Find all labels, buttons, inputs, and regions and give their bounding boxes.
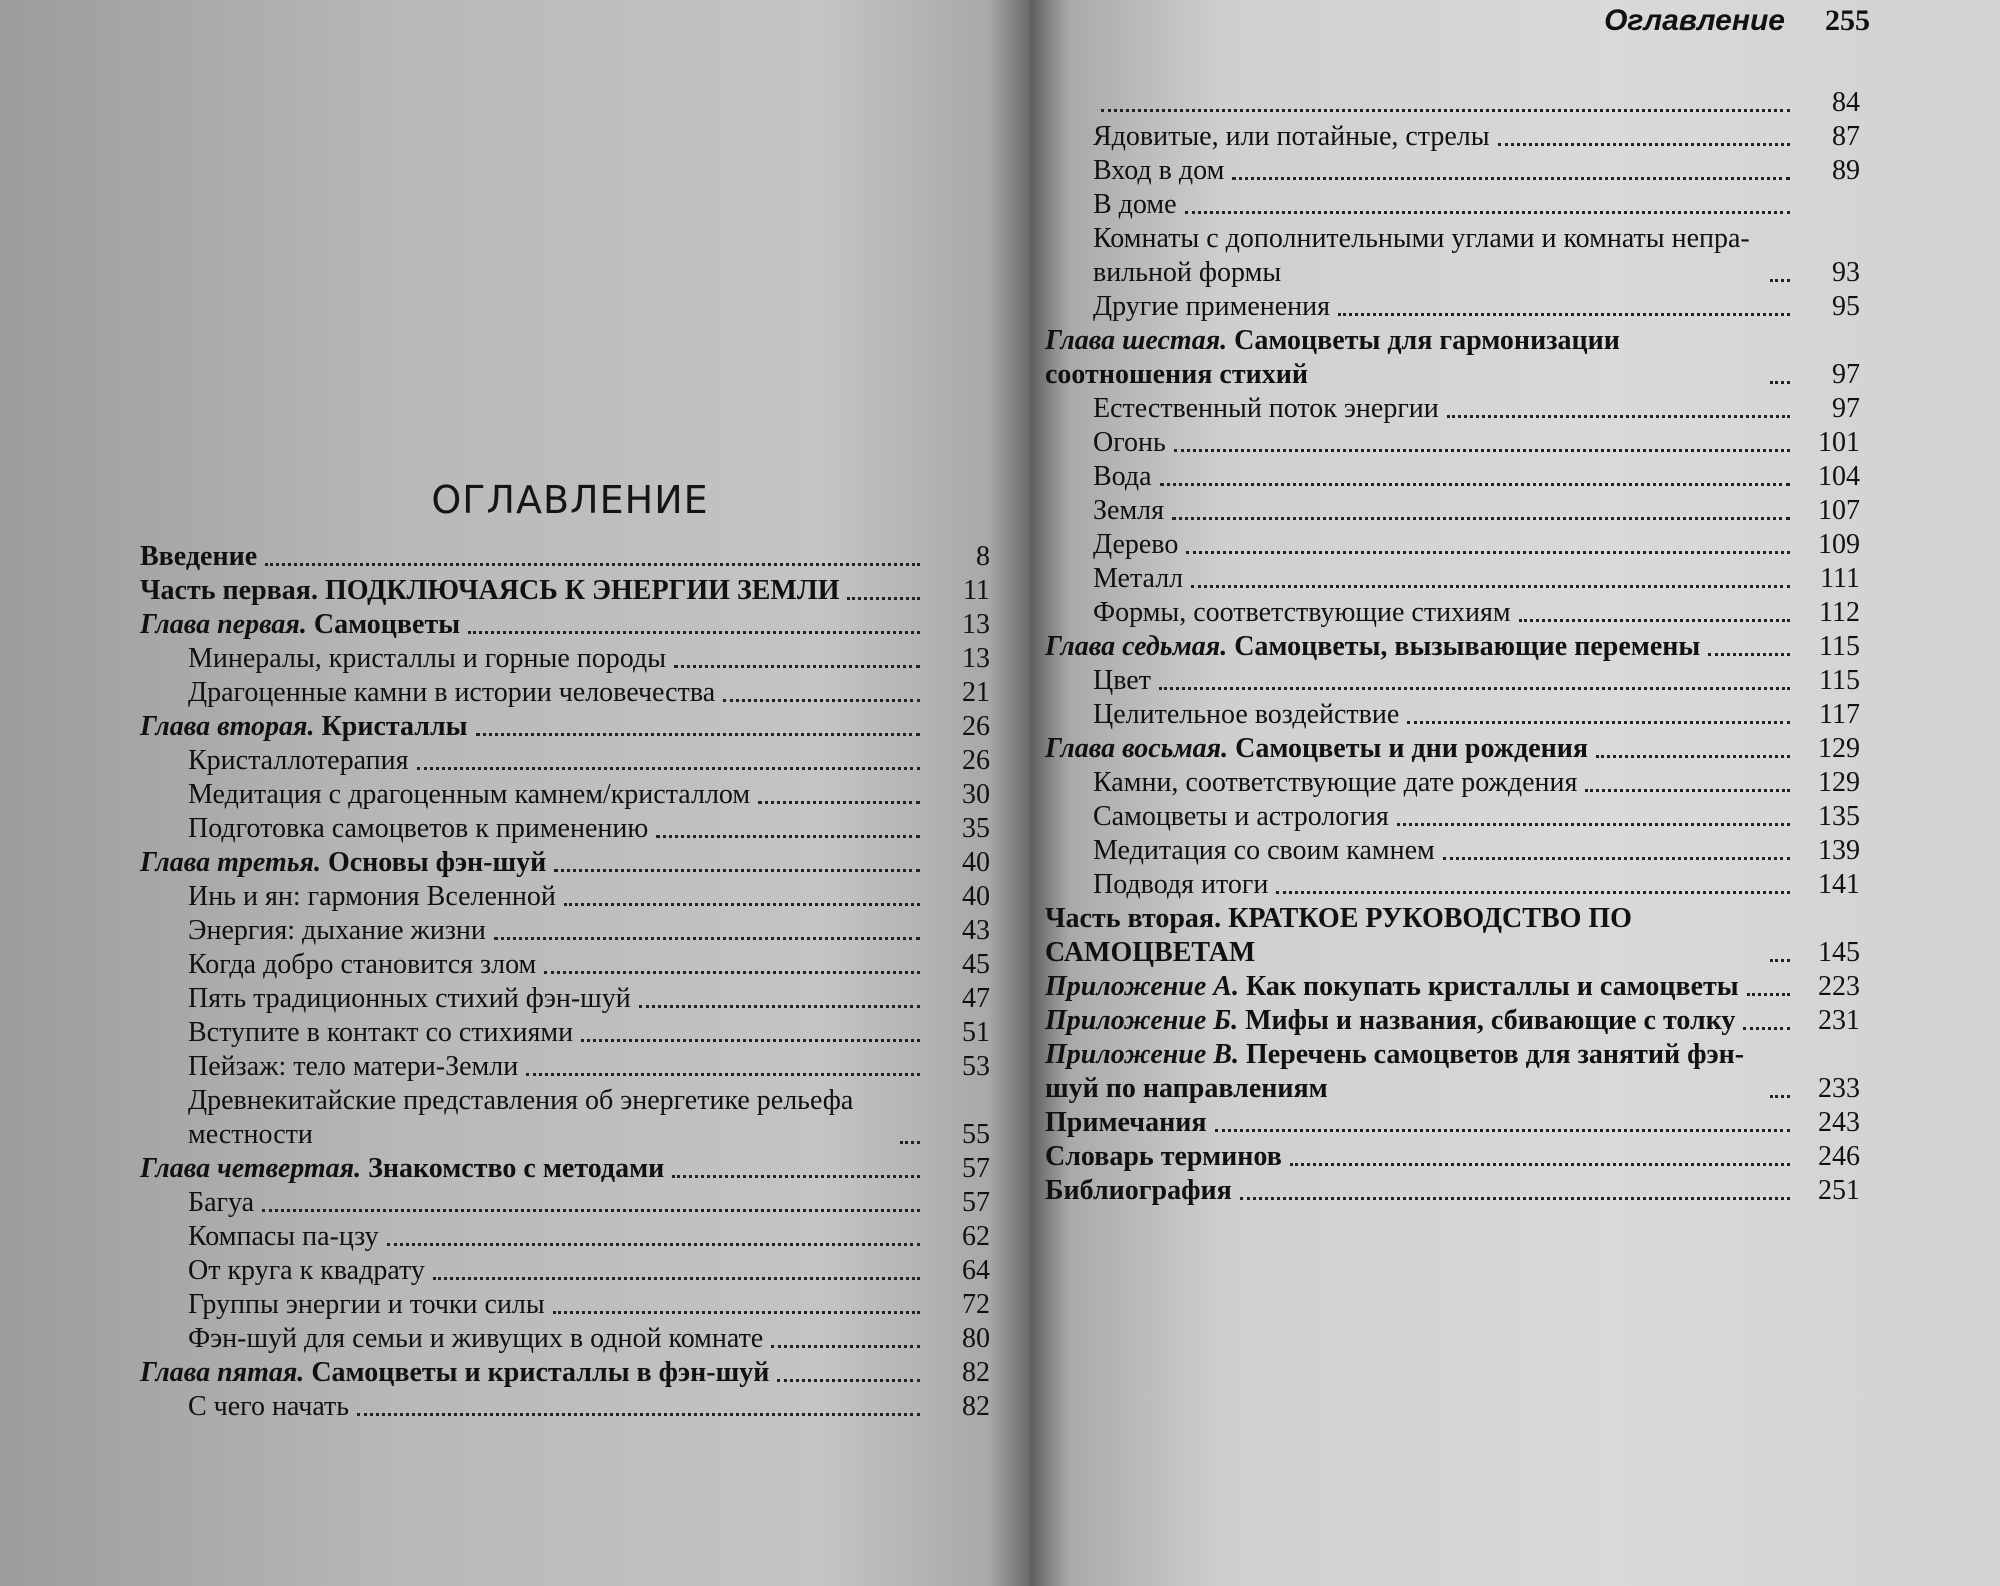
toc-page-number: 135 (1818, 801, 1860, 832)
toc-page-number: 231 (1818, 1005, 1860, 1036)
toc-entry (1045, 766, 1860, 800)
toc-entry-text (1045, 1038, 1762, 1106)
toc-entry (1045, 970, 1860, 1004)
toc-entry (1045, 698, 1860, 732)
toc-entry-text: Группы энергии и точки силы (188, 1289, 545, 1320)
toc-page-number: 57 (962, 1153, 990, 1184)
dot-leader (1743, 1027, 1790, 1030)
toc-page-number: 93 (1832, 257, 1860, 288)
toc-entry (1045, 664, 1860, 698)
toc-entry (1045, 460, 1860, 494)
dot-leader (1407, 721, 1790, 724)
toc-entry (140, 710, 990, 744)
toc-entry (140, 608, 990, 642)
chapter-title: Мифы и названия, сбивающие с толку (1245, 1005, 1736, 1036)
toc-page-number: 11 (963, 575, 990, 606)
toc-page-number: 43 (962, 915, 990, 946)
toc-entry (1045, 86, 1860, 120)
toc-entry (140, 982, 990, 1016)
toc-entry (140, 1016, 990, 1050)
toc-page-number: 47 (962, 983, 990, 1014)
toc-entry (1045, 188, 1860, 222)
toc-entry-text: Медитация с драгоценным камнем/кристаллом (188, 779, 751, 810)
toc-page-number: 30 (962, 779, 990, 810)
toc-entry-text: Фэн-шуй для семьи и живущих в одной комнате (188, 1323, 764, 1354)
dot-leader (554, 869, 920, 872)
toc-entry (140, 1390, 990, 1424)
toc-entry-text: Подводя итоги (1093, 869, 1269, 900)
toc-page-number: 89 (1832, 155, 1860, 186)
dot-leader (262, 1209, 920, 1212)
toc-page-number: 64 (962, 1255, 990, 1286)
toc-page-number: 109 (1818, 529, 1860, 560)
toc-page-number: 129 (1818, 733, 1860, 764)
toc-page-number: 82 (962, 1391, 990, 1422)
header-page-number: 255 (1825, 4, 1870, 37)
toc-entry (1045, 528, 1860, 562)
toc-entry-text: Пейзаж: тело матери-Земли (188, 1051, 519, 1082)
toc-entry-text: Подготовка самоцветов к применению (188, 813, 649, 844)
toc-page-number: 251 (1818, 1175, 1860, 1206)
toc-entry-text (1045, 732, 1588, 766)
dot-leader (1585, 789, 1790, 792)
chapter-title: Самоцветы для гармонизации соотношения стихий (1045, 325, 1620, 390)
toc-entry-text (140, 710, 468, 744)
toc-page-number: 26 (962, 745, 990, 776)
header-title: Оглавление (1604, 4, 1785, 37)
toc-entry-text: Вода (1093, 461, 1152, 492)
toc-page-number: 117 (1819, 699, 1860, 730)
dot-leader (544, 971, 920, 974)
toc-left-list (140, 540, 990, 1424)
toc-entry-text: Инь и ян: гармония Вселенной (188, 881, 556, 912)
toc-entry-text (140, 1152, 664, 1186)
toc-page-number: 139 (1818, 835, 1860, 866)
toc-entry (1045, 1140, 1860, 1174)
dot-leader (1172, 517, 1790, 520)
dot-leader (1770, 959, 1790, 962)
dot-leader (553, 1311, 920, 1314)
dot-leader (1290, 1163, 1790, 1166)
dot-leader (672, 1175, 920, 1178)
toc-page-number: 87 (1832, 121, 1860, 152)
toc-entry (1045, 426, 1860, 460)
toc-entry-text: От круга к квадрату (188, 1255, 425, 1286)
toc-entry-text: Вступите в контакт со стихиями (188, 1017, 574, 1048)
toc-entry-text (140, 846, 546, 880)
toc-entry-text: Целительное воздействие (1093, 699, 1400, 730)
toc-page-number: 13 (962, 609, 990, 640)
toc-entry-text: Формы, соответствующие стихиям (1093, 597, 1511, 628)
toc-entry (140, 1288, 990, 1322)
dot-leader (1174, 449, 1790, 452)
toc-page-number: 243 (1818, 1107, 1860, 1138)
dot-leader (771, 1345, 920, 1348)
dot-leader (494, 937, 920, 940)
toc-entry-text: Земля (1093, 495, 1165, 526)
toc-entry (140, 846, 990, 880)
dot-leader (1443, 857, 1790, 860)
dot-leader (1191, 585, 1790, 588)
dot-leader (1186, 551, 1790, 554)
toc-entry (140, 1220, 990, 1254)
chapter-label: Глава седьмая. (1045, 631, 1228, 662)
toc-page-number: 101 (1818, 427, 1860, 458)
toc-entry (1045, 630, 1860, 664)
toc-entry (1045, 902, 1860, 970)
dot-leader (1101, 109, 1790, 112)
toc-entry-text (1045, 324, 1762, 392)
chapter-label: Глава первая. (140, 609, 307, 640)
dot-leader (1770, 381, 1790, 384)
toc-page-number: 40 (962, 847, 990, 878)
dot-leader (847, 597, 920, 600)
dot-leader (777, 1379, 920, 1382)
toc-entry-text: Введение (140, 541, 258, 572)
toc-entry-text (1045, 630, 1700, 664)
toc-page-number: 55 (962, 1119, 990, 1150)
toc-entry-text: Естественный поток энергии (1093, 393, 1439, 424)
dot-leader (1447, 415, 1790, 418)
toc-page-number: 111 (1820, 563, 1860, 594)
toc-page-number: 8 (976, 541, 990, 572)
toc-entry-text: Огонь (1093, 427, 1166, 458)
toc-entry-text: Металл (1093, 563, 1184, 594)
dot-leader (1232, 177, 1790, 180)
toc-entry-text: Камни, соответствующие дате рождения (1093, 767, 1578, 798)
toc-entry-text: Энергия: дыхание жизни (188, 915, 486, 946)
toc-entry (140, 880, 990, 914)
chapter-label: Глава четвертая. (140, 1153, 362, 1184)
toc-entry (1045, 494, 1860, 528)
toc-entry (1045, 1174, 1860, 1208)
toc-entry (1045, 834, 1860, 868)
toc-entry-text: Часть первая. ПОДКЛЮЧАЯСЬ К ЭНЕРГИИ ЗЕМЛИ (140, 575, 840, 606)
toc-entry-text: Словарь терминов (1045, 1141, 1282, 1172)
chapter-title: Как покупать кристаллы и самоцветы (1245, 971, 1739, 1002)
toc-title: ОГЛАВЛЕНИЕ (431, 478, 709, 522)
toc-entry-text: С чего начать (188, 1391, 350, 1422)
dot-leader (639, 1005, 920, 1008)
toc-page-number: 35 (962, 813, 990, 844)
toc-entry (140, 1186, 990, 1220)
toc-entry (140, 1050, 990, 1084)
toc-entry (1045, 1038, 1860, 1106)
toc-entry (1045, 1004, 1860, 1038)
toc-entry (1045, 290, 1860, 324)
chapter-title: Кристаллы (321, 711, 468, 742)
toc-page-number: 129 (1818, 767, 1860, 798)
toc-entry-text (140, 608, 460, 642)
toc-page-number: 57 (962, 1187, 990, 1218)
toc-entry-text: Когда добро становится злом (188, 949, 537, 980)
toc-entry (1045, 392, 1860, 426)
toc-entry-text: Драгоценные камни в истории человечества (188, 677, 716, 708)
toc-entry (140, 744, 990, 778)
toc-entry-text: Ядовитые, или потайные, стрелы (1093, 121, 1490, 152)
toc-entry-text: Дерево (1093, 529, 1179, 560)
chapter-label: Глава восьмая. (1045, 733, 1229, 764)
toc-entry-text: Багуа (188, 1187, 255, 1218)
toc-page-number: 82 (962, 1357, 990, 1388)
chapter-label: Приложение В. (1045, 1039, 1239, 1070)
toc-entry (140, 948, 990, 982)
toc-page-number: 21 (962, 677, 990, 708)
dot-leader (1215, 1129, 1791, 1132)
toc-page-number: 26 (962, 711, 990, 742)
chapter-label: Приложение Б. (1045, 1005, 1239, 1036)
dot-leader (900, 1141, 920, 1144)
dot-leader (656, 835, 920, 838)
dot-leader (468, 631, 920, 634)
toc-entry (1045, 800, 1860, 834)
toc-entry (1045, 324, 1860, 392)
toc-entry-text: Часть вторая. КРАТКОЕ РУКОВОДСТВО ПО САМОЦВЕТАМ (1045, 903, 1632, 968)
dot-leader (433, 1277, 920, 1280)
chapter-title: Самоцветы (313, 609, 461, 640)
toc-entry-text: Медитация со своим камнем (1093, 835, 1435, 866)
dot-leader (1159, 687, 1790, 690)
dot-leader (387, 1243, 920, 1246)
chapter-label: Глава третья. (140, 847, 321, 878)
toc-entry-text: Комнаты с дополнительными углами и комнаты непра-вильной формы (1093, 223, 1750, 288)
toc-entry-text: Цвет (1093, 665, 1151, 696)
chapter-label: Глава вторая. (140, 711, 315, 742)
toc-page-number: 112 (1819, 597, 1860, 628)
toc-page-number: 223 (1818, 971, 1860, 1002)
toc-entry-text (1045, 1004, 1735, 1038)
dot-leader (1708, 653, 1790, 656)
toc-entry (1045, 222, 1860, 290)
toc-entry (1045, 120, 1860, 154)
toc-entry-text: Древнекитайские представления об энергетике рельефа местности (188, 1085, 854, 1150)
dot-leader (564, 903, 920, 906)
toc-page-number: 51 (962, 1017, 990, 1048)
toc-page-number: 62 (962, 1221, 990, 1252)
toc-page-number: 107 (1818, 495, 1860, 526)
chapter-title: Самоцветы, вызывающие перемены (1234, 631, 1701, 662)
chapter-label: Глава пятая. (140, 1357, 305, 1388)
toc-page-number: 115 (1819, 665, 1860, 696)
toc-entry (140, 1084, 990, 1152)
toc-entry-text: Библиография (1045, 1175, 1232, 1206)
dot-leader (1596, 755, 1790, 758)
dot-leader (476, 733, 920, 736)
toc-entry-text: Примечания (1045, 1107, 1207, 1138)
toc-entry-text: Вход в дом (1093, 155, 1225, 186)
toc-page-number: 115 (1819, 631, 1860, 662)
toc-page-number: 53 (962, 1051, 990, 1082)
toc-entry (140, 914, 990, 948)
chapter-label: Глава шестая. (1045, 325, 1228, 356)
toc-entry (140, 778, 990, 812)
toc-entry (140, 642, 990, 676)
toc-entry-text: Самоцветы и астрология (1093, 801, 1389, 832)
toc-entry (140, 812, 990, 846)
toc-entry-text: Компасы па-цзу (188, 1221, 379, 1252)
toc-entry (140, 574, 990, 608)
toc-entry (140, 540, 990, 574)
toc-entry-text: Минералы, кристаллы и горные породы (188, 643, 667, 674)
dot-leader (1276, 891, 1790, 894)
toc-entry (1045, 154, 1860, 188)
running-header (1604, 4, 1870, 38)
toc-entry-text: Пять традиционных стихий фэн-шуй (188, 983, 631, 1014)
toc-page-number: 40 (962, 881, 990, 912)
toc-entry (140, 1254, 990, 1288)
chapter-label: Приложение А. (1045, 971, 1239, 1002)
toc-entry-text: В доме (1093, 189, 1177, 220)
toc-page-number: 13 (962, 643, 990, 674)
dot-leader (1770, 1095, 1790, 1098)
bleed-through-text (170, 90, 950, 412)
toc-page-number: 80 (962, 1323, 990, 1354)
chapter-title: Самоцветы и дни рождения (1235, 733, 1589, 764)
toc-page-number: 84 (1832, 87, 1860, 118)
toc-entry-text: Кристаллотерапия (188, 745, 409, 776)
dot-leader (723, 699, 920, 702)
dot-leader (758, 801, 920, 804)
chapter-title: Самоцветы и кристаллы в фэн-шуй (311, 1357, 770, 1388)
chapter-title: Знакомство с методами (368, 1153, 665, 1184)
dot-leader (1240, 1197, 1790, 1200)
toc-entry (1045, 596, 1860, 630)
toc-entry (1045, 562, 1860, 596)
toc-page-number: 95 (1832, 291, 1860, 322)
toc-entry (140, 1152, 990, 1186)
chapter-title: Основы фэн-шуй (327, 847, 547, 878)
toc-page-number: 97 (1832, 359, 1860, 390)
dot-leader (417, 767, 921, 770)
toc-page-number: 97 (1832, 393, 1860, 424)
dot-leader (1338, 313, 1790, 316)
toc-page-number: 72 (962, 1289, 990, 1320)
dot-leader (1498, 143, 1790, 146)
toc-page-number: 145 (1818, 937, 1860, 968)
toc-page-number: 141 (1818, 869, 1860, 900)
dot-leader (1770, 279, 1790, 282)
dot-leader (1160, 483, 1790, 486)
dot-leader (1519, 619, 1790, 622)
toc-page-number: 246 (1818, 1141, 1860, 1172)
toc-entry (1045, 868, 1860, 902)
toc-entry (1045, 1106, 1860, 1140)
toc-right-list (1045, 86, 1860, 1208)
dot-leader (1397, 823, 1790, 826)
dot-leader (1185, 211, 1790, 214)
toc-page-number: 233 (1818, 1073, 1860, 1104)
toc-entry (140, 1356, 990, 1390)
toc-entry (1045, 732, 1860, 766)
toc-page-number: 45 (962, 949, 990, 980)
chapter-title: Перечень самоцветов для занятий фэн-шуй по направлениям (1045, 1039, 1745, 1104)
toc-entry-text (1045, 970, 1739, 1004)
dot-leader (357, 1413, 920, 1416)
toc-entry (140, 1322, 990, 1356)
toc-entry-text (140, 1356, 769, 1390)
toc-entry-text: Другие применения (1093, 291, 1331, 322)
dot-leader (265, 563, 920, 566)
toc-page-number: 104 (1818, 461, 1860, 492)
dot-leader (526, 1073, 920, 1076)
toc-entry (140, 676, 990, 710)
dot-leader (581, 1039, 920, 1042)
dot-leader (1747, 993, 1790, 996)
dot-leader (674, 665, 920, 668)
